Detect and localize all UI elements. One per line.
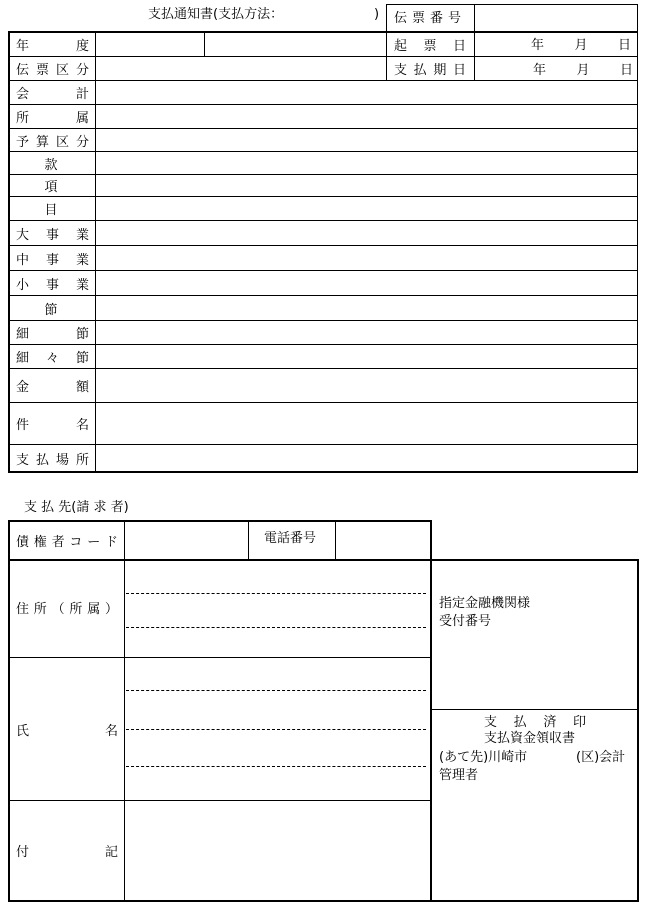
receipt-manager: 管理者 [439,768,479,783]
row-label-9 [16,246,89,270]
paid-stamp-label [484,711,586,729]
paid-stamp-label-char: 払 [513,714,527,730]
form-title-close: ) [374,7,380,22]
note-field[interactable] [126,802,429,900]
row-label-2-char: 会 [16,87,30,102]
address-label-char: ） [104,601,118,617]
receipt-title: 支払資金領収書 [484,731,576,746]
row-label-11 [40,296,62,320]
address-label-char: 所 [33,601,47,617]
row-label-3 [16,105,89,128]
date-unit: 年 [533,63,547,78]
outer-border-left [8,31,10,472]
creditor-code-label-char: ド [104,534,118,550]
row-value-field[interactable] [96,445,637,471]
row-label-2-char: 計 [75,87,89,102]
row-value-field[interactable] [96,246,637,270]
designated-bank-text: 指定金融機関様 [439,596,531,611]
slip-number-label-text: 伝票番号 [394,10,467,26]
row-label-13 [16,345,89,368]
payment-due-label-char: 支 [394,63,408,78]
issue-date-field[interactable] [531,32,631,55]
address-label-char: 所 [69,601,83,617]
fiscal-year-field-2[interactable] [205,32,386,56]
payment-due-label-char: 期 [433,63,447,78]
creditor-code-label-char: 者 [51,534,65,550]
address-label-char: 属 [87,601,101,617]
row-value-field[interactable] [96,152,637,174]
name-label-char: 名 [104,723,118,739]
name-row-rule [8,800,430,801]
receipt-divider [430,709,638,710]
receipt-ward: (区)会計 [576,750,626,765]
creditor-code-label [16,530,118,550]
creditor-code-label-char: 権 [33,534,47,550]
payment-due-label-char: 払 [413,63,427,78]
payment-due-label-char: 日 [452,63,466,78]
row-value-field[interactable] [96,271,637,295]
note-label-char: 付 [16,844,30,860]
row-label-8-char: 事 [45,227,59,243]
slip-number-label [394,8,466,24]
date-label-divider-right [474,31,475,80]
payee-bottom-rule [8,900,639,902]
row-label-4-char: 予 [16,134,30,150]
date-unit: 年 [531,38,545,53]
issue-date-label-char: 日 [452,38,466,54]
row-label-16-char: 払 [35,452,49,468]
row-label-7 [40,197,62,220]
note-label [16,840,118,860]
row-label-12-char: 節 [75,327,89,342]
row-label-1-char: 区 [55,63,69,78]
row-label-3-char: 属 [75,111,89,126]
row-label-1-char: 分 [75,63,89,78]
paid-stamp-label-char: 支 [484,714,498,730]
row-value-field[interactable] [96,345,637,368]
row-label-9-char: 中 [16,252,30,268]
receipt-number-text: 受付番号 [439,614,492,629]
row-label-13-char: 節 [75,351,89,366]
row-label-1 [16,57,89,80]
row-label-16-char: 支 [16,452,30,468]
fiscal-year-field[interactable] [96,32,204,56]
row-label-1-char: 伝 [16,63,30,78]
row-value-field[interactable] [96,105,637,128]
row-value-field[interactable] [96,197,637,220]
row-rule [8,471,638,473]
bank-receipt-stamp-area[interactable] [433,562,636,709]
phone-label-divider-right [335,520,336,560]
row-label-14 [16,369,89,402]
address-row-rule [8,657,430,658]
row-label-14-char: 金 [16,380,30,395]
row-label-8-char: 業 [75,227,89,243]
creditor-code-label-char: コ [69,534,83,550]
phone-row-rule [248,559,638,561]
row-value-field[interactable] [96,129,637,151]
row-label-15-char: 件 [16,418,30,433]
row-label-8 [16,221,89,245]
row-label-14-char: 額 [75,380,89,395]
row-label-1-char: 票 [35,63,49,78]
payee-label-divider [124,520,125,901]
payment-due-label [394,57,466,80]
date-label-divider-left [386,31,387,80]
row-value-field[interactable] [96,221,637,245]
paid-stamp-label-char: 済 [543,714,557,730]
address-label-char: （ [51,601,65,617]
form-title: 支払通知書(支払方法： [148,7,284,22]
row-label-10-char: 小 [16,277,30,293]
row-label-16-char: 場 [55,452,69,468]
row-label-3-char: 所 [16,111,30,126]
row-label-5 [40,152,62,174]
row-label-8-char: 大 [16,227,30,243]
creditor-code-label-char: ー [87,534,101,550]
address-field[interactable] [126,562,429,657]
row-label-13-char: 々 [45,351,59,366]
receipt-addressee: (あて先)川崎市 [439,750,528,765]
row-value-field[interactable] [96,296,637,320]
row-label-4-char: 算 [35,134,49,150]
row-label-0-char: 年 [16,38,30,54]
date-unit: 月 [576,63,590,78]
row-label-10-char: 業 [75,277,89,293]
name-label [16,719,118,739]
row-label-16-char: 所 [75,452,89,468]
row-label-4-char: 分 [75,134,89,150]
row-label-13-char: 細 [16,351,30,366]
row-label-0 [16,32,89,56]
payee-border-left [8,520,10,901]
row-label-7-char: 目 [44,203,58,218]
row-label-6-char: 項 [44,180,58,195]
row-label-2 [16,81,89,104]
outer-border-right [637,31,638,472]
paid-stamp-label-char: 印 [572,714,586,730]
payment-due-field[interactable] [533,57,633,80]
note-label-char: 記 [104,844,118,860]
address-label-char: 住 [16,601,30,617]
name-label-char: 氏 [16,723,30,739]
row-value-field[interactable] [96,175,637,196]
slip-number-field[interactable] [476,6,636,30]
row-label-4-char: 区 [55,134,69,150]
name-field[interactable] [126,659,429,800]
row-label-5-char: 款 [44,157,58,173]
row-value-field[interactable] [96,81,637,104]
creditor-row-rule [8,559,248,561]
creditor-code-field[interactable] [126,522,247,559]
row-value-field[interactable] [96,321,637,344]
issue-date-label-char: 票 [423,38,437,54]
date-unit: 月 [574,38,588,53]
payee-border-right [637,559,639,901]
date-unit: 日 [619,63,633,78]
phone-label-divider-left [248,520,249,560]
date-unit: 日 [617,38,631,53]
payee-border-middle [430,520,432,901]
row-label-15 [16,403,89,444]
payee-section-title: 支 払 先(請 求 者) [24,500,129,515]
row-label-6 [40,175,62,196]
phone-field[interactable] [337,522,429,559]
row-label-12 [16,321,89,344]
row-label-9-char: 事 [45,252,59,268]
row-label-12-char: 細 [16,327,30,342]
slip-category-field[interactable] [96,57,386,80]
phone-label: 電話番号 [264,531,317,546]
row-value-field[interactable] [96,403,637,444]
row-label-9-char: 業 [75,252,89,268]
row-label-10-char: 事 [45,277,59,293]
row-label-0-char: 度 [75,38,89,54]
row-label-16 [16,445,89,471]
receipt-stamp-area[interactable] [433,786,636,899]
address-label [16,597,118,617]
issue-date-label [394,32,466,56]
issue-date-label-char: 起 [394,38,408,54]
row-label-4 [16,129,89,151]
row-label-11-char: 節 [44,302,58,318]
row-value-field[interactable] [96,369,637,402]
row-label-15-char: 名 [75,418,89,433]
row-label-10 [16,271,89,295]
creditor-code-label-char: 債 [16,534,30,550]
